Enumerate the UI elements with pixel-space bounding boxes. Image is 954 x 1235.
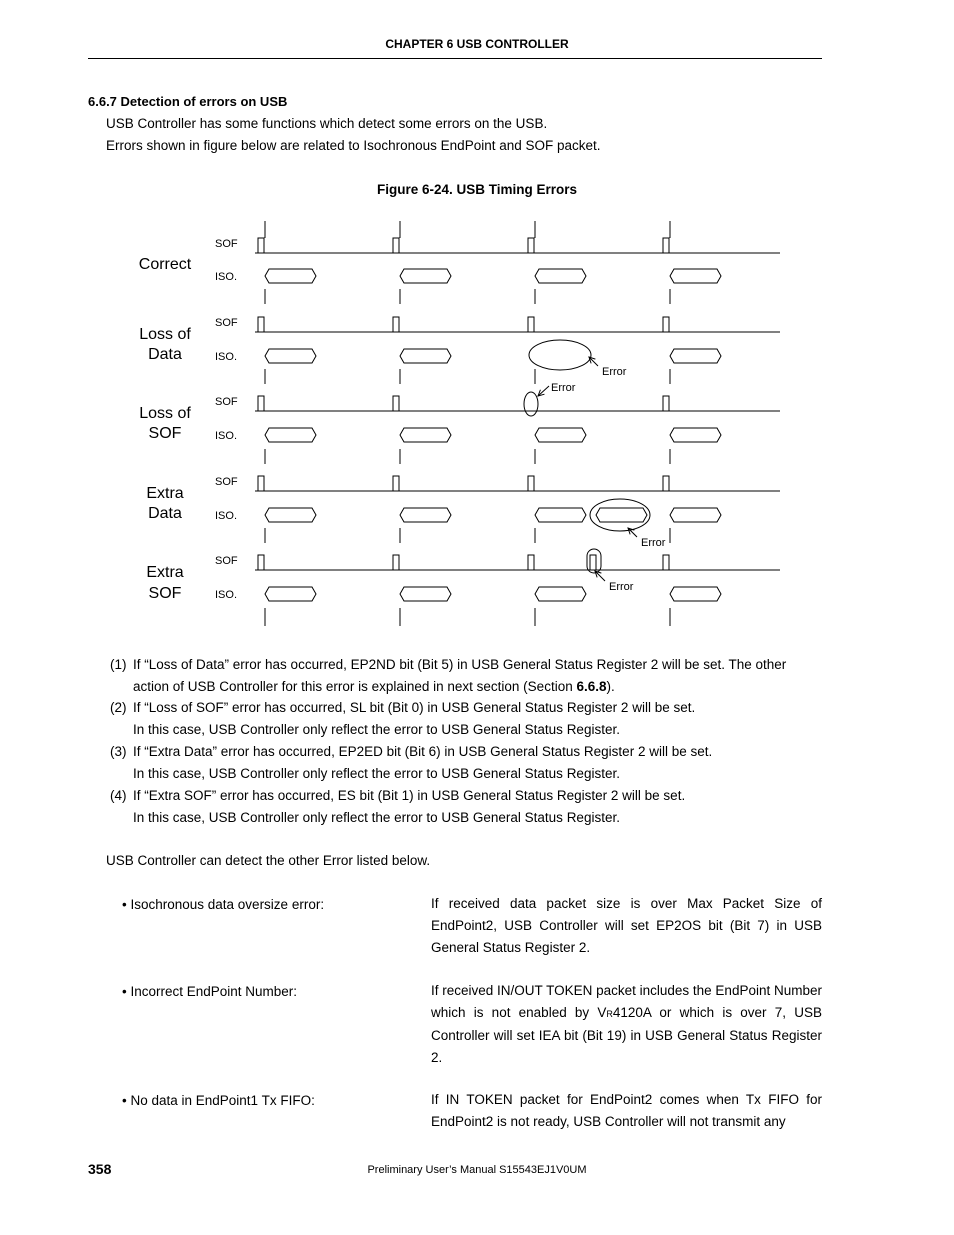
sof-signal-label: SOF <box>215 317 238 329</box>
iso-signal-label: ISO. <box>215 430 238 442</box>
section-title: 6.6.7 Detection of errors on USB <box>88 94 288 109</box>
other-errors-intro: USB Controller can detect the other Error listed below. <box>106 853 431 868</box>
sof-pulse <box>255 476 266 491</box>
iso-signal-label: ISO. <box>215 589 238 601</box>
iso-packet <box>400 349 451 363</box>
sof-signal-label: SOF <box>215 238 238 250</box>
list-4-line-2: In this case, USB Controller only reflect the error to USB General Status Register. <box>133 810 620 825</box>
sof-pulse <box>390 476 401 491</box>
list-num-1: (1) <box>110 657 127 672</box>
list-num-2: (2) <box>110 700 127 715</box>
row-label: Data <box>148 346 182 363</box>
list-3-line-1: If “Extra Data” error has occurred, EP2ED bit (Bit 6) in USB General Status Register 2 will be set. <box>133 744 713 759</box>
intro-line-2: Errors shown in figure below are related to Isochronous EndPoint and SOF packet. <box>106 138 601 153</box>
iso-packet <box>265 587 316 601</box>
desc-subscript: R <box>606 1009 613 1019</box>
list-num-3: (3) <box>110 744 127 759</box>
list-1-line-1: If “Loss of Data” error has occurred, EP2ND bit (Bit 5) in USB General Status Register 2 will be set. The other <box>133 657 787 672</box>
sof-pulse <box>255 396 266 411</box>
iso-packet <box>670 349 721 363</box>
iso-packet <box>670 428 721 442</box>
figure-caption: Figure 6-24. USB Timing Errors <box>376 182 578 197</box>
list-3-line-2: In this case, USB Controller only reflect the error to USB General Status Register. <box>133 766 620 781</box>
row-label: Loss of <box>139 326 191 343</box>
sof-pulse <box>390 396 401 411</box>
list-4-line-1: If “Extra SOF” error has occurred, ES bit (Bit 1) in USB General Status Register 2 will be set. <box>133 788 686 803</box>
error-ellipse <box>529 340 591 370</box>
row-label: SOF <box>148 425 182 442</box>
row-label: Loss of <box>139 405 191 422</box>
iso-signal-label: ISO. <box>215 510 238 522</box>
list-num-4: (4) <box>110 788 127 803</box>
error-label: Error <box>641 537 666 549</box>
sof-pulse <box>390 238 401 253</box>
bullet-desc-oversize: If received data packet size is over Max Packet Size of EndPoint2, USB Controller will set EP2OS bit (Bit 7) in USB General Status Register 2. <box>431 896 822 955</box>
list-2-line-2: In this case, USB Controller only reflect the error to USB General Status Register. <box>133 722 620 737</box>
bullet-desc-nodata: If IN TOKEN packet for EndPoint2 comes when Tx FIFO for EndPoint2 is not ready, USB Controller will not transmit any <box>431 1092 822 1129</box>
sof-signal-label: SOF <box>215 476 238 488</box>
iso-packet <box>670 269 721 283</box>
error-label: Error <box>551 382 576 394</box>
row-label: SOF <box>148 585 182 602</box>
iso-packet <box>400 508 451 522</box>
sof-pulse <box>660 396 671 411</box>
sof-pulse <box>525 238 536 253</box>
list-1-line-2 <box>133 679 615 694</box>
chapter-header: CHAPTER 6 USB CONTROLLER <box>385 37 569 51</box>
error-ellipse <box>587 549 601 573</box>
section-ref: 6.6.8 <box>576 679 607 694</box>
sof-signal-label: SOF <box>215 555 238 567</box>
error-label: Error <box>602 366 627 378</box>
sof-pulse <box>255 317 266 332</box>
iso-packet <box>535 587 586 601</box>
iso-packet <box>400 269 451 283</box>
error-ellipse <box>590 499 650 531</box>
error-label: Error <box>609 581 634 593</box>
footer-manual: Preliminary User’s Manual S15543EJ1V0UM <box>367 1164 587 1176</box>
iso-signal-label: ISO. <box>215 351 238 363</box>
bullet-label-endpoint: • Incorrect EndPoint Number: <box>122 984 298 999</box>
intro-line-1: USB Controller has some functions which detect some errors on the USB. <box>106 116 548 131</box>
iso-packet <box>265 349 316 363</box>
row-label: Correct <box>138 256 192 273</box>
sof-pulse <box>660 555 671 570</box>
sof-pulse <box>390 317 401 332</box>
sof-pulse <box>390 555 401 570</box>
iso-packet <box>265 269 316 283</box>
iso-packet <box>400 428 451 442</box>
sof-pulse <box>660 476 671 491</box>
sof-pulse <box>255 238 266 253</box>
list-2-line-1: If “Loss of SOF” error has occurred, SL bit (Bit 0) in USB General Status Register 2 will be set. <box>133 700 696 715</box>
iso-signal-label: ISO. <box>215 271 238 283</box>
row-label: Extra <box>146 485 184 502</box>
sof-pulse <box>255 555 266 570</box>
iso-packet <box>265 428 316 442</box>
page-number: 358 <box>88 1161 112 1177</box>
iso-packet <box>670 508 721 522</box>
sof-pulse <box>525 476 536 491</box>
bullet-label-oversize: • Isochronous data oversize error: <box>122 897 325 912</box>
iso-packet <box>535 508 586 522</box>
desc-part-2: 4120A or which is over 7, USB Controller will set IEA bit (Bit 19) in USB General Status Register 2. <box>431 1005 822 1065</box>
extra-sof-pulse <box>587 555 598 570</box>
desc-part-1: If received IN/OUT TOKEN packet includes the EndPoint Number which is not enabled by V <box>431 983 822 1020</box>
list-1-line-2-end: ). <box>606 679 615 694</box>
iso-packet <box>265 508 316 522</box>
sof-pulse <box>660 238 671 253</box>
iso-packet <box>670 587 721 601</box>
sof-pulse <box>525 317 536 332</box>
row-label: Extra <box>146 564 184 581</box>
list-1-line-2-text: action of USB Controller for this error is explained in next section (Section <box>133 679 577 694</box>
iso-packet <box>535 428 586 442</box>
error-ellipse <box>524 392 538 416</box>
iso-packet <box>535 269 586 283</box>
sof-pulse <box>525 555 536 570</box>
extra-iso-packet <box>596 508 647 522</box>
row-label: Data <box>148 505 182 522</box>
sof-pulse <box>660 317 671 332</box>
sof-signal-label: SOF <box>215 396 238 408</box>
bullet-desc-endpoint <box>431 980 822 1069</box>
iso-packet <box>400 587 451 601</box>
bullet-label-nodata: • No data in EndPoint1 Tx FIFO: <box>122 1093 315 1108</box>
